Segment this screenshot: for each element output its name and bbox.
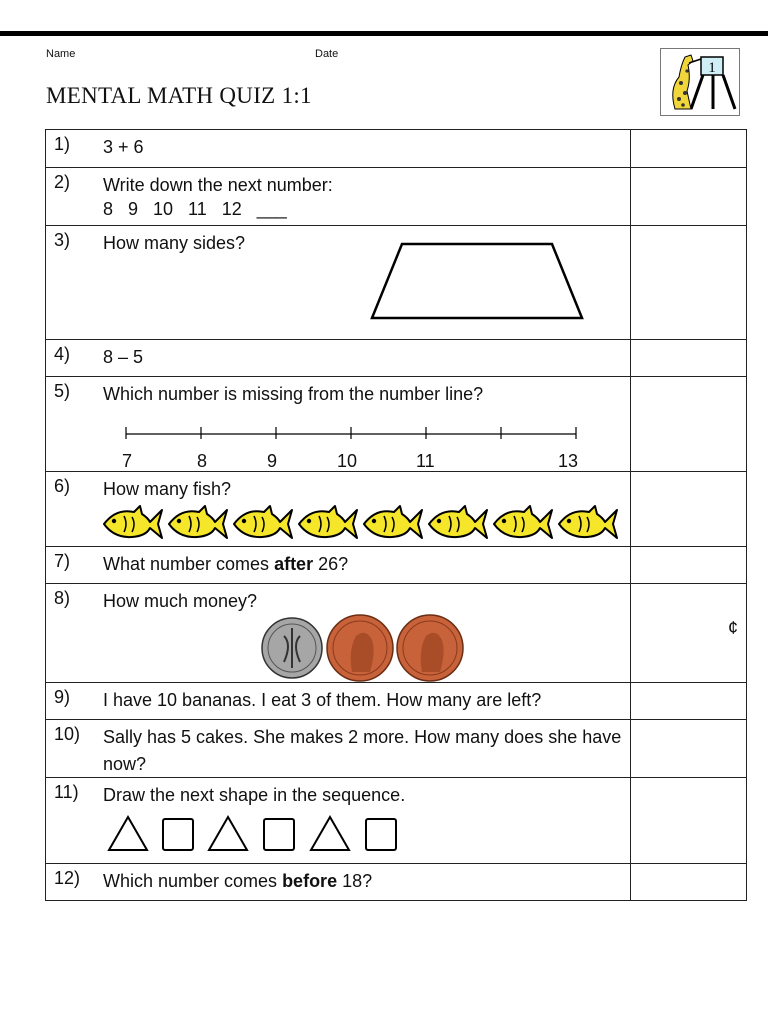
number-line-label: 9 bbox=[267, 451, 278, 471]
answer-box-11[interactable] bbox=[631, 778, 747, 864]
question-text bbox=[103, 551, 622, 578]
number-line-label: 7 bbox=[122, 451, 133, 471]
answer-box-10[interactable] bbox=[631, 720, 747, 778]
cent-symbol: ¢ bbox=[727, 618, 738, 638]
triangle-shape bbox=[209, 817, 247, 850]
question-row-6 bbox=[46, 472, 747, 547]
answer-box-5[interactable] bbox=[631, 377, 747, 472]
square-shape bbox=[366, 819, 396, 850]
logo-number: 1 bbox=[708, 60, 716, 76]
answer-box-1[interactable] bbox=[631, 130, 747, 168]
question-text: Write down the next number: bbox=[103, 175, 333, 195]
shape-sequence bbox=[106, 814, 406, 854]
number-sequence: 8 9 10 11 12 ___ bbox=[103, 199, 287, 219]
dime-coin bbox=[262, 618, 322, 678]
question-number: 10) bbox=[54, 724, 81, 744]
fish-icon bbox=[427, 504, 489, 542]
question-row-9 bbox=[46, 683, 747, 720]
answer-box-8[interactable] bbox=[631, 584, 747, 683]
question-number: 4) bbox=[54, 344, 71, 364]
top-rule bbox=[0, 31, 768, 36]
number-line-label: 13 bbox=[558, 451, 579, 471]
number-line-label: 8 bbox=[197, 451, 208, 471]
number-line-label: 11 bbox=[416, 451, 435, 471]
number-line-label: 10 bbox=[337, 451, 358, 471]
question-row-4 bbox=[46, 340, 747, 377]
question-text-part: Which number comes bbox=[103, 871, 283, 891]
question-row-8 bbox=[46, 584, 747, 683]
question-text: Which number is missing from the number line? bbox=[103, 384, 484, 404]
giraffe-teacher-logo bbox=[660, 48, 740, 116]
fish-icon bbox=[102, 504, 164, 542]
date-label: Date bbox=[315, 48, 339, 60]
question-number: 9) bbox=[54, 687, 71, 707]
question-number: 11) bbox=[54, 782, 79, 802]
question-number: 12) bbox=[54, 868, 81, 888]
answer-box-3[interactable] bbox=[631, 226, 747, 340]
quiz-table bbox=[45, 129, 747, 901]
triangle-shape bbox=[109, 817, 147, 850]
fish-icon bbox=[362, 504, 424, 542]
question-text-part: What number comes bbox=[103, 554, 275, 574]
question-text: 8 – 5 bbox=[103, 347, 144, 367]
answer-box-6[interactable] bbox=[631, 472, 747, 547]
trapezoid-shape bbox=[366, 240, 590, 322]
answer-box-7[interactable] bbox=[631, 547, 747, 584]
question-row-2 bbox=[46, 168, 747, 226]
answer-box-2[interactable] bbox=[631, 168, 747, 226]
fish-icon bbox=[232, 504, 294, 542]
question-text-part: 18? bbox=[337, 871, 373, 891]
fish-icon bbox=[557, 504, 619, 542]
question-number: 1) bbox=[54, 134, 71, 154]
question-row-12 bbox=[46, 864, 747, 901]
question-row-5 bbox=[46, 377, 747, 472]
triangle-shape bbox=[311, 817, 349, 850]
question-row-1 bbox=[46, 130, 747, 168]
page-title: MENTAL MATH QUIZ 1:1 bbox=[46, 83, 312, 108]
question-text-bold: after bbox=[274, 554, 314, 574]
question-row-11 bbox=[46, 778, 747, 864]
question-text: Sally has 5 cakes. She makes 2 more. How many does she have now? bbox=[103, 727, 622, 774]
question-text: Draw the next shape in the sequence. bbox=[103, 785, 406, 805]
penny-coin bbox=[397, 615, 463, 681]
answer-box-12[interactable] bbox=[631, 864, 747, 901]
question-text: I have 10 bananas. I eat 3 of them. How many are left? bbox=[103, 690, 542, 710]
question-number: 6) bbox=[54, 476, 71, 496]
coins-group bbox=[260, 614, 470, 684]
question-text: How many sides? bbox=[103, 233, 246, 253]
question-row-7 bbox=[46, 547, 747, 584]
question-text bbox=[103, 868, 622, 895]
answer-box-4[interactable] bbox=[631, 340, 747, 377]
question-text-part: 26? bbox=[313, 554, 349, 574]
question-number: 8) bbox=[54, 588, 71, 608]
question-number: 2) bbox=[54, 172, 71, 192]
fish-icon bbox=[492, 504, 554, 542]
question-text: How many fish? bbox=[103, 479, 232, 499]
question-number: 7) bbox=[54, 551, 71, 571]
name-label: Name bbox=[46, 48, 76, 60]
question-text: 3 + 6 bbox=[103, 137, 144, 157]
question-row-3 bbox=[46, 226, 747, 340]
answer-box-9[interactable] bbox=[631, 683, 747, 720]
number-line bbox=[116, 425, 586, 445]
fish-icon bbox=[167, 504, 229, 542]
question-text-bold: before bbox=[282, 871, 338, 891]
penny-coin bbox=[327, 615, 393, 681]
question-number: 3) bbox=[54, 230, 71, 250]
fish-icon bbox=[297, 504, 359, 542]
square-shape bbox=[163, 819, 193, 850]
square-shape bbox=[264, 819, 294, 850]
fish-group bbox=[102, 504, 622, 542]
question-number: 5) bbox=[54, 381, 71, 401]
question-text: How much money? bbox=[103, 591, 258, 611]
question-row-10 bbox=[46, 720, 747, 778]
